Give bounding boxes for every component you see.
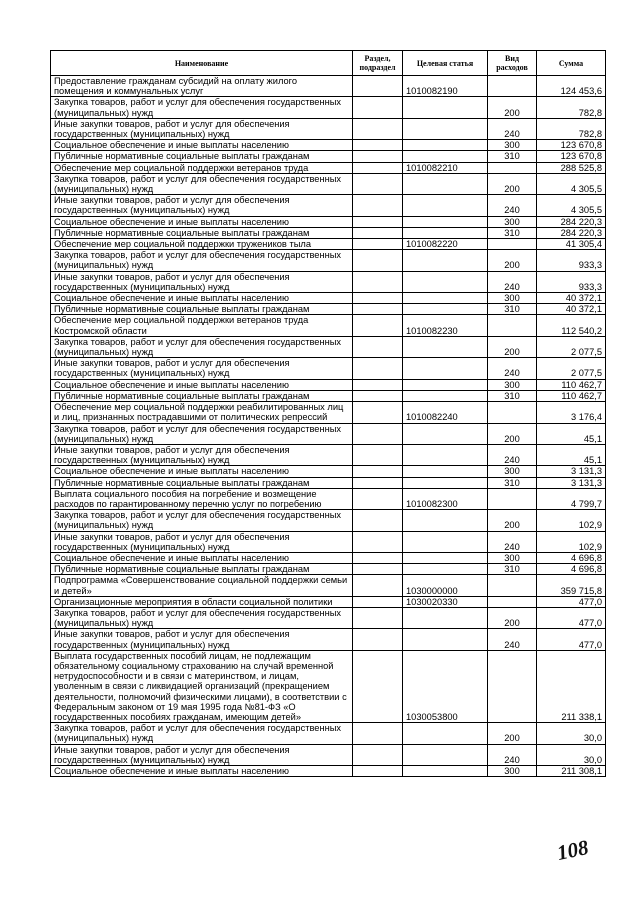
cell-type: 240 xyxy=(488,271,537,292)
cell-section xyxy=(353,293,403,304)
table-row xyxy=(51,315,606,336)
cell-target xyxy=(403,227,488,238)
cell-section xyxy=(353,227,403,238)
cell-type: 300 xyxy=(488,379,537,390)
cell-name: Иные закупки товаров, работ и услуг для обеспечения государственных (муниципальных) нужд xyxy=(51,358,353,379)
table-row xyxy=(51,379,606,390)
cell-target xyxy=(403,607,488,628)
table-row xyxy=(51,564,606,575)
cell-section xyxy=(353,477,403,488)
table-row xyxy=(51,293,606,304)
cell-type xyxy=(488,315,537,336)
cell-sum: 477,0 xyxy=(537,596,606,607)
cell-target: 1010082300 xyxy=(403,488,488,509)
cell-target xyxy=(403,271,488,292)
cell-sum: 4 696,8 xyxy=(537,564,606,575)
table-row xyxy=(51,151,606,162)
cell-name: Иные закупки товаров, работ и услуг для обеспечения государственных (муниципальных) нужд xyxy=(51,444,353,465)
cell-section xyxy=(353,118,403,139)
cell-section xyxy=(353,575,403,596)
cell-section xyxy=(353,766,403,777)
cell-target xyxy=(403,358,488,379)
cell-name: Закупка товаров, работ и услуг для обеспечения государственных (муниципальных) нужд xyxy=(51,250,353,271)
cell-target xyxy=(403,304,488,315)
cell-name: Социальное обеспечение и иные выплаты населению xyxy=(51,216,353,227)
cell-target xyxy=(403,510,488,531)
cell-sum: 102,9 xyxy=(537,510,606,531)
cell-target xyxy=(403,531,488,552)
cell-type: 300 xyxy=(488,293,537,304)
table-row xyxy=(51,304,606,315)
cell-target xyxy=(403,466,488,477)
cell-type xyxy=(488,650,537,722)
cell-name: Публичные нормативные социальные выплаты гражданам xyxy=(51,151,353,162)
table-row xyxy=(51,723,606,744)
cell-section xyxy=(353,304,403,315)
cell-sum: 477,0 xyxy=(537,607,606,628)
cell-sum: 359 715,8 xyxy=(537,575,606,596)
cell-target xyxy=(403,250,488,271)
cell-sum: 3 176,4 xyxy=(537,402,606,423)
cell-sum: 102,9 xyxy=(537,531,606,552)
cell-name: Социальное обеспечение и иные выплаты населению xyxy=(51,552,353,563)
cell-section xyxy=(353,744,403,765)
cell-sum: 288 525,8 xyxy=(537,162,606,173)
table-row xyxy=(51,227,606,238)
cell-target xyxy=(403,477,488,488)
cell-type: 240 xyxy=(488,358,537,379)
cell-target xyxy=(403,552,488,563)
table-row xyxy=(51,650,606,722)
header-type: Вид расходов xyxy=(488,51,537,76)
cell-sum: 3 131,3 xyxy=(537,477,606,488)
cell-name: Закупка товаров, работ и услуг для обеспечения государственных (муниципальных) нужд xyxy=(51,173,353,194)
cell-section xyxy=(353,488,403,509)
cell-section xyxy=(353,76,403,97)
cell-section xyxy=(353,162,403,173)
cell-name: Обеспечение мер социальной поддержки ветеранов труда Костромской области xyxy=(51,315,353,336)
cell-section xyxy=(353,531,403,552)
cell-target: 1030053800 xyxy=(403,650,488,722)
cell-sum: 40 372,1 xyxy=(537,304,606,315)
table-row xyxy=(51,477,606,488)
cell-section xyxy=(353,423,403,444)
cell-type: 200 xyxy=(488,723,537,744)
cell-type xyxy=(488,575,537,596)
cell-target xyxy=(403,444,488,465)
table-row xyxy=(51,531,606,552)
cell-type: 240 xyxy=(488,744,537,765)
cell-type: 300 xyxy=(488,766,537,777)
cell-section xyxy=(353,195,403,216)
table-row xyxy=(51,444,606,465)
table-row xyxy=(51,607,606,628)
cell-section xyxy=(353,723,403,744)
cell-target xyxy=(403,423,488,444)
cell-sum: 112 540,2 xyxy=(537,315,606,336)
cell-target: 1010082190 xyxy=(403,76,488,97)
cell-target: 1030000000 xyxy=(403,575,488,596)
cell-target: 1010082240 xyxy=(403,402,488,423)
cell-target xyxy=(403,293,488,304)
cell-section xyxy=(353,444,403,465)
cell-target xyxy=(403,723,488,744)
cell-type: 310 xyxy=(488,304,537,315)
cell-sum: 123 670,8 xyxy=(537,140,606,151)
cell-type: 240 xyxy=(488,629,537,650)
cell-type: 300 xyxy=(488,466,537,477)
cell-section xyxy=(353,466,403,477)
cell-type xyxy=(488,596,537,607)
cell-sum: 124 453,6 xyxy=(537,76,606,97)
cell-target xyxy=(403,118,488,139)
cell-name: Закупка товаров, работ и услуг для обеспечения государственных (муниципальных) нужд xyxy=(51,336,353,357)
cell-sum: 45,1 xyxy=(537,444,606,465)
cell-target xyxy=(403,140,488,151)
cell-sum: 3 131,3 xyxy=(537,466,606,477)
cell-name: Обеспечение мер социальной поддержки тружеников тыла xyxy=(51,239,353,250)
cell-sum: 284 220,3 xyxy=(537,216,606,227)
table-row xyxy=(51,76,606,97)
cell-name: Социальное обеспечение и иные выплаты населению xyxy=(51,293,353,304)
cell-name: Публичные нормативные социальные выплаты гражданам xyxy=(51,477,353,488)
cell-type: 310 xyxy=(488,477,537,488)
table-row xyxy=(51,423,606,444)
cell-section xyxy=(353,358,403,379)
cell-name: Иные закупки товаров, работ и услуг для обеспечения государственных (муниципальных) нужд xyxy=(51,744,353,765)
cell-sum: 40 372,1 xyxy=(537,293,606,304)
cell-section xyxy=(353,239,403,250)
cell-type: 200 xyxy=(488,607,537,628)
cell-target xyxy=(403,564,488,575)
cell-type: 300 xyxy=(488,216,537,227)
cell-type: 200 xyxy=(488,423,537,444)
cell-name: Публичные нормативные социальные выплаты гражданам xyxy=(51,227,353,238)
cell-sum: 45,1 xyxy=(537,423,606,444)
table-row xyxy=(51,466,606,477)
cell-name: Предоставление гражданам субсидий на оплату жилого помещения и коммунальных услуг xyxy=(51,76,353,97)
cell-section xyxy=(353,140,403,151)
cell-type: 200 xyxy=(488,510,537,531)
cell-type: 300 xyxy=(488,140,537,151)
cell-name: Публичные нормативные социальные выплаты гражданам xyxy=(51,304,353,315)
cell-type: 240 xyxy=(488,118,537,139)
table-row xyxy=(51,140,606,151)
cell-name: Социальное обеспечение и иные выплаты населению xyxy=(51,766,353,777)
cell-section xyxy=(353,250,403,271)
table-header xyxy=(51,51,606,76)
table-row xyxy=(51,596,606,607)
table-row xyxy=(51,390,606,401)
cell-sum: 2 077,5 xyxy=(537,358,606,379)
cell-sum: 211 338,1 xyxy=(537,650,606,722)
header-target: Целевая статья xyxy=(403,51,488,76)
cell-section xyxy=(353,552,403,563)
cell-sum: 4 305,5 xyxy=(537,195,606,216)
cell-target: 1010082230 xyxy=(403,315,488,336)
cell-sum: 782,8 xyxy=(537,118,606,139)
cell-target xyxy=(403,216,488,227)
cell-target xyxy=(403,744,488,765)
cell-sum: 782,8 xyxy=(537,97,606,118)
cell-section xyxy=(353,336,403,357)
cell-section xyxy=(353,390,403,401)
cell-name: Иные закупки товаров, работ и услуг для обеспечения государственных (муниципальных) нужд xyxy=(51,271,353,292)
table-row xyxy=(51,162,606,173)
table-row xyxy=(51,358,606,379)
table-row xyxy=(51,766,606,777)
cell-target: 1030020330 xyxy=(403,596,488,607)
handwritten-page-number: 108 xyxy=(554,834,591,866)
cell-name: Социальное обеспечение и иные выплаты населению xyxy=(51,140,353,151)
cell-type: 300 xyxy=(488,552,537,563)
cell-section xyxy=(353,379,403,390)
table-row xyxy=(51,271,606,292)
cell-name: Социальное обеспечение и иные выплаты населению xyxy=(51,466,353,477)
cell-section xyxy=(353,315,403,336)
cell-name: Обеспечение мер социальной поддержки ветеранов труда xyxy=(51,162,353,173)
cell-section xyxy=(353,402,403,423)
cell-type xyxy=(488,488,537,509)
cell-type: 240 xyxy=(488,195,537,216)
cell-name: Закупка товаров, работ и услуг для обеспечения государственных (муниципальных) нужд xyxy=(51,510,353,531)
cell-type: 200 xyxy=(488,97,537,118)
cell-section xyxy=(353,97,403,118)
table-row xyxy=(51,118,606,139)
cell-target xyxy=(403,173,488,194)
cell-sum: 110 462,7 xyxy=(537,390,606,401)
cell-name: Иные закупки товаров, работ и услуг для обеспечения государственных (муниципальных) нужд xyxy=(51,531,353,552)
cell-section xyxy=(353,629,403,650)
cell-type xyxy=(488,162,537,173)
cell-name: Иные закупки товаров, работ и услуг для обеспечения государственных (муниципальных) нужд xyxy=(51,195,353,216)
cell-name: Публичные нормативные социальные выплаты гражданам xyxy=(51,390,353,401)
cell-name: Социальное обеспечение и иные выплаты населению xyxy=(51,379,353,390)
cell-name: Закупка товаров, работ и услуг для обеспечения государственных (муниципальных) нужд xyxy=(51,723,353,744)
cell-type xyxy=(488,402,537,423)
table-body xyxy=(51,76,606,777)
table-row xyxy=(51,195,606,216)
cell-section xyxy=(353,596,403,607)
cell-section xyxy=(353,510,403,531)
cell-sum: 30,0 xyxy=(537,744,606,765)
table-row xyxy=(51,552,606,563)
cell-target xyxy=(403,766,488,777)
cell-sum: 211 308,1 xyxy=(537,766,606,777)
cell-sum: 284 220,3 xyxy=(537,227,606,238)
cell-target: 1010082210 xyxy=(403,162,488,173)
cell-type xyxy=(488,76,537,97)
table-row xyxy=(51,629,606,650)
table-row xyxy=(51,510,606,531)
cell-target xyxy=(403,379,488,390)
cell-target xyxy=(403,195,488,216)
table-row xyxy=(51,216,606,227)
cell-name: Закупка товаров, работ и услуг для обеспечения государственных (муниципальных) нужд xyxy=(51,97,353,118)
cell-type: 310 xyxy=(488,151,537,162)
cell-sum: 123 670,8 xyxy=(537,151,606,162)
cell-section xyxy=(353,173,403,194)
cell-target: 1010082220 xyxy=(403,239,488,250)
cell-sum: 4 305,5 xyxy=(537,173,606,194)
cell-section xyxy=(353,607,403,628)
table-row xyxy=(51,744,606,765)
cell-name: Выплата социального пособия на погребение и возмещение расходов по гарантированному перечню услуг по погребению xyxy=(51,488,353,509)
cell-type xyxy=(488,239,537,250)
table-row xyxy=(51,575,606,596)
cell-name: Публичные нормативные социальные выплаты гражданам xyxy=(51,564,353,575)
cell-type: 200 xyxy=(488,336,537,357)
cell-type: 310 xyxy=(488,564,537,575)
cell-sum: 41 305,4 xyxy=(537,239,606,250)
cell-sum: 933,3 xyxy=(537,250,606,271)
cell-section xyxy=(353,650,403,722)
cell-sum: 30,0 xyxy=(537,723,606,744)
cell-section xyxy=(353,151,403,162)
header-row xyxy=(51,51,606,76)
cell-type: 200 xyxy=(488,173,537,194)
table-row xyxy=(51,173,606,194)
cell-name: Обеспечение мер социальной поддержки реабилитированных лиц и лиц, признанных пострадавшими от политических репрессий xyxy=(51,402,353,423)
cell-type: 240 xyxy=(488,531,537,552)
cell-section xyxy=(353,564,403,575)
cell-type: 200 xyxy=(488,250,537,271)
table-row xyxy=(51,97,606,118)
header-name: Наименование xyxy=(51,51,353,76)
cell-sum: 4 696,8 xyxy=(537,552,606,563)
cell-target xyxy=(403,336,488,357)
cell-sum: 110 462,7 xyxy=(537,379,606,390)
table-row xyxy=(51,488,606,509)
cell-target xyxy=(403,97,488,118)
cell-type: 310 xyxy=(488,227,537,238)
table-row xyxy=(51,250,606,271)
cell-sum: 4 799,7 xyxy=(537,488,606,509)
cell-sum: 933,3 xyxy=(537,271,606,292)
cell-target xyxy=(403,629,488,650)
cell-name: Иные закупки товаров, работ и услуг для обеспечения государственных (муниципальных) нужд xyxy=(51,118,353,139)
table-row xyxy=(51,239,606,250)
cell-name: Организационные мероприятия в области социальной политики xyxy=(51,596,353,607)
cell-name: Иные закупки товаров, работ и услуг для обеспечения государственных (муниципальных) нужд xyxy=(51,629,353,650)
cell-name: Закупка товаров, работ и услуг для обеспечения государственных (муниципальных) нужд xyxy=(51,607,353,628)
header-sum: Сумма xyxy=(537,51,606,76)
cell-section xyxy=(353,271,403,292)
cell-target xyxy=(403,151,488,162)
cell-type: 310 xyxy=(488,390,537,401)
cell-sum: 2 077,5 xyxy=(537,336,606,357)
cell-target xyxy=(403,390,488,401)
cell-name: Подпрограмма «Совершенствование социальной поддержки семьи и детей» xyxy=(51,575,353,596)
table-row xyxy=(51,336,606,357)
table-row xyxy=(51,402,606,423)
cell-name: Закупка товаров, работ и услуг для обеспечения государственных (муниципальных) нужд xyxy=(51,423,353,444)
cell-name: Выплата государственных пособий лицам, не подлежащим обязательному социальному страхованию на случай временной нетрудоспособности и в связи с материнством, и лицам, уволенным в связи с ликвидацией организаций (прекращением деятельности, полномочий физическими лицами), в соответствии с Федеральным законом от 19 мая 1995 года №81-ФЗ «О государственных пособиях гражданам, имеющим детей» xyxy=(51,650,353,722)
cell-section xyxy=(353,216,403,227)
cell-type: 240 xyxy=(488,444,537,465)
budget-table xyxy=(50,50,606,777)
cell-sum: 477,0 xyxy=(537,629,606,650)
header-section: Раздел, подраздел xyxy=(353,51,403,76)
